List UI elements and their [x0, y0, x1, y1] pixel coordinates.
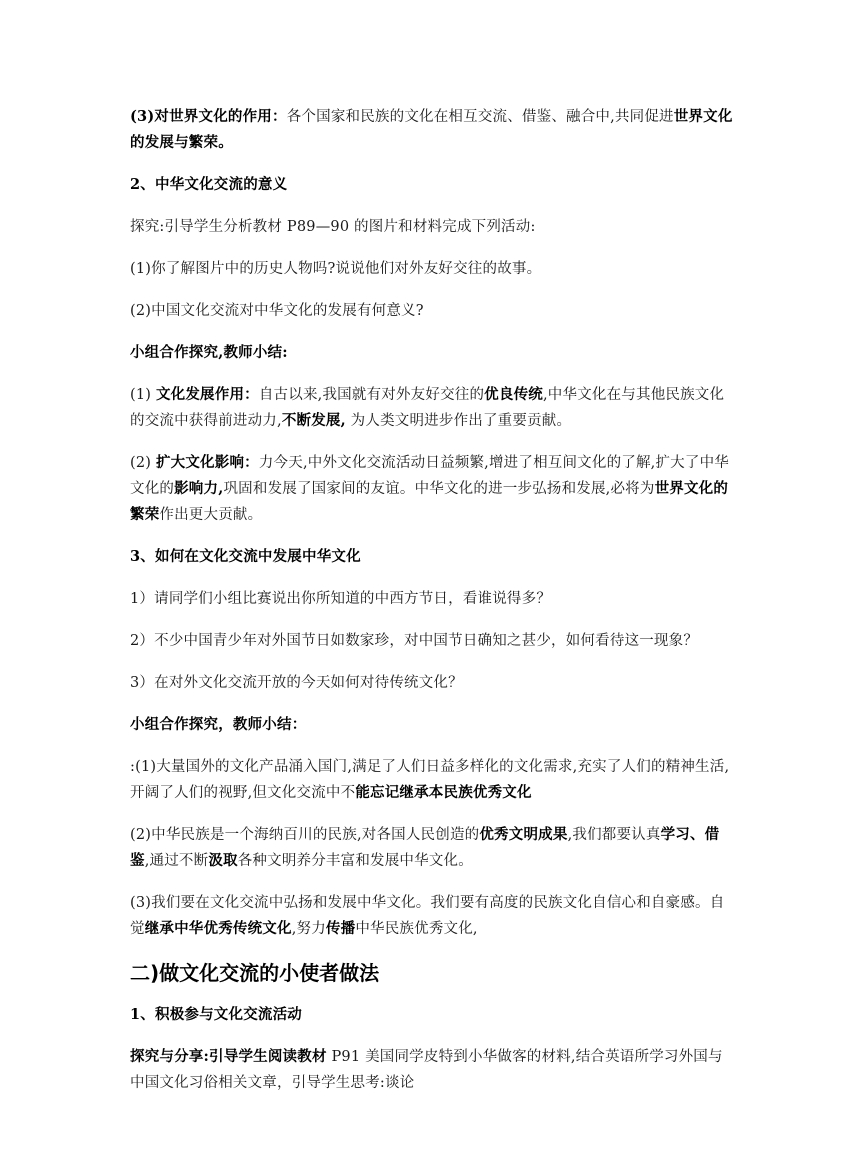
- world-culture-label: (3)对世界文化的作用：: [130, 108, 287, 125]
- part-2-heading: 二)做文化交流的小使者做法: [130, 961, 380, 985]
- result-paragraph-1: [130, 754, 734, 806]
- emphasis-text: 继承中华优秀传统文化: [144, 920, 292, 937]
- paragraph-text: 巩固和发展了国家间的友谊。中华文化的进一步弘扬和发展,必将为: [223, 481, 655, 497]
- share-paragraph: [130, 1044, 734, 1096]
- paragraph-text: ,我们都要认真: [567, 827, 661, 843]
- emphasis-text: 能忘记继承本民族优秀文化: [355, 784, 532, 801]
- question-1: (1)你了解图片中的历史人物吗?说说他们对外友好交往的故事。: [130, 261, 542, 277]
- emphasis-text: 影响力,: [174, 480, 224, 497]
- result-paragraph-2: [130, 822, 734, 874]
- paragraph-text: 自古以来,我国就有对外友好交往的: [258, 387, 485, 403]
- section-3-title: 3、如何在文化交流中发展中华文化: [130, 548, 361, 565]
- culture-development-paragraph: [130, 382, 734, 434]
- result-paragraph-3: [130, 890, 734, 942]
- explore-instruction: 探究:引导学生分析教材 P89—90 的图片和材料完成下列活动:: [130, 219, 536, 235]
- emphasis-text: 世界文化的繁荣: [130, 480, 729, 523]
- emphasis-text: 传播: [325, 920, 356, 937]
- paragraph-text: 为人类文明进步作出了重要贡献。: [345, 413, 572, 429]
- list-item-1: 1）请同学们小组比赛说出你所知道的中西方节日，看谁说得多？: [130, 591, 552, 607]
- paragraph-text: ,努力: [291, 921, 326, 937]
- paragraph-text: ,中华文化在与其他民族文化的交流中获得前进动力,: [130, 387, 725, 429]
- paragraph-text: 作出更大贡献。: [159, 507, 263, 523]
- list-item-3: 3）在对外文化交流开放的今天如何对待传统文化？: [130, 675, 463, 691]
- emphasis-text: 汲取: [208, 852, 238, 869]
- summary-heading-2: 小组合作探究，教师小结：: [130, 716, 307, 733]
- section-2-title: 2、中华文化交流的意义: [130, 176, 288, 193]
- emphasis-text: 学习、借鉴: [130, 826, 720, 869]
- item-number: (1): [130, 387, 156, 403]
- emphasis-text: 优良传统: [484, 386, 543, 403]
- item-number: (2): [130, 455, 156, 471]
- paragraph-text: :(1)大量国外的文化产品涌入国门,满足了人们日益多样化的文化需求,充实了人们的精神生活,开阔了人们的视野,但文化交流中不: [130, 759, 730, 801]
- subsection-1-title: 1、积极参与文化交流活动: [130, 1006, 302, 1023]
- paragraph-text: (2)中华民族是一个海纳百川的民族,对各国人民创造的: [130, 827, 480, 843]
- expand-influence-paragraph: [130, 450, 734, 528]
- emphasis-text: 不断发展,: [281, 412, 346, 429]
- share-label: 探究与分享:引导学生阅读教材: [130, 1048, 327, 1065]
- paragraph-text: 各种文明养分丰富和发展中华文化。: [237, 853, 473, 869]
- world-culture-bold: 世界文化的发展与繁荣。: [130, 108, 733, 151]
- paragraph-text: 中华民族优秀文化,: [355, 921, 478, 937]
- culture-development-label: 文化发展作用：: [155, 386, 259, 403]
- paragraph-text: ,通过不断: [144, 853, 209, 869]
- expand-influence-label: 扩大文化影响：: [155, 454, 259, 471]
- question-2: (2)中国文化交流对中华文化的发展有何意义?: [130, 303, 424, 319]
- emphasis-text: 优秀文明成果: [479, 826, 568, 843]
- world-culture-text: 各个国家和民族的文化在相互交流、借鉴、融合中,共同促进: [286, 109, 674, 125]
- summary-heading-1: 小组合作探究,教师小结:: [130, 344, 288, 361]
- paragraph-text: 力今天,中外文化交流活动日益频繁,增进了相互间文化的了解,扩大了中华文化的: [130, 455, 729, 497]
- list-item-2: 2）不少中国青少年对外国节日如数家珍，对中国节日确知之甚少，如何看待这一现象？: [130, 633, 699, 649]
- paragraph-text: P91 美国同学皮特到小华做客的材料,结合英语所学习外国与中国文化习俗相关文章，引导学生思考:谈论: [130, 1049, 723, 1091]
- paragraph-text: (3)我们要在文化交流中弘扬和发展中华文化。我们要有高度的民族文化自信心和自豪感。自觉: [130, 895, 725, 937]
- world-culture-paragraph: [130, 104, 734, 156]
